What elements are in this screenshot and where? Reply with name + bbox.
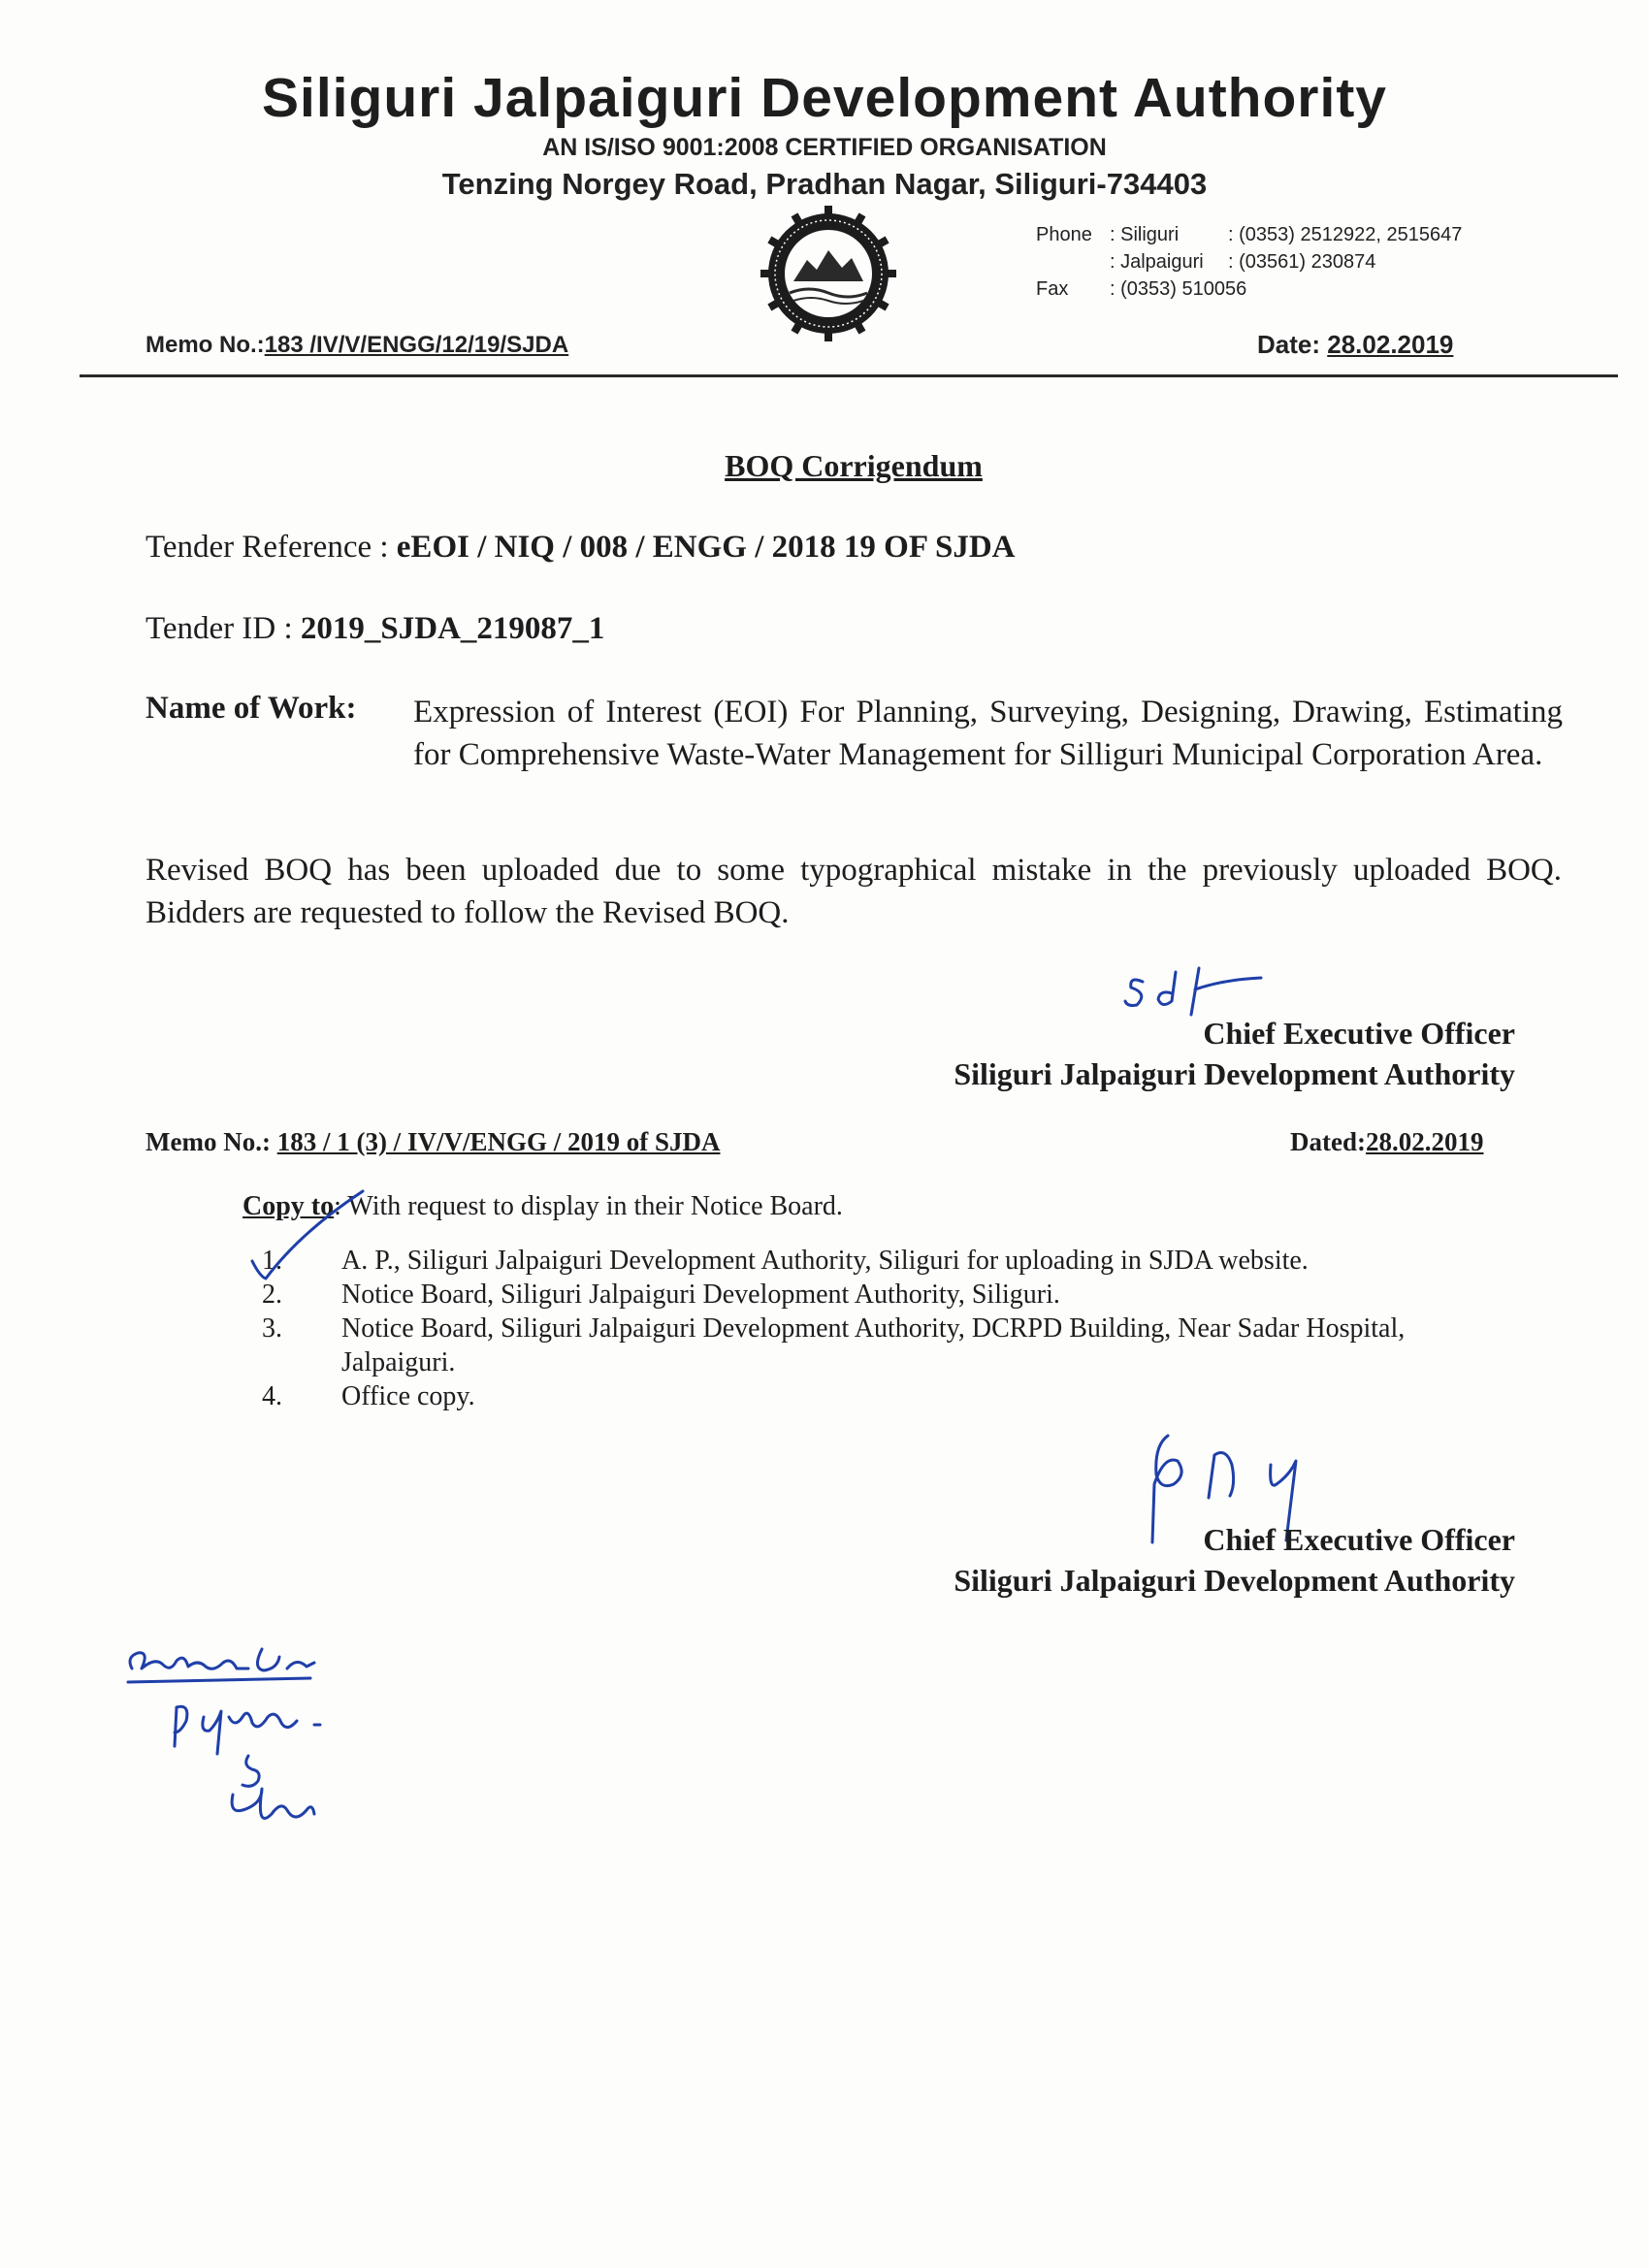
tender-id	[146, 611, 604, 647]
date-value: 28.02.2019	[1327, 330, 1454, 359]
copy-list	[262, 1244, 1523, 1413]
phone-location: : Siliguri	[1110, 224, 1180, 245]
phone-location: : Jalpaiguri	[1110, 251, 1204, 273]
address-line: Tenzing Norgey Road, Pradhan Nagar, Siliguri-734403	[441, 167, 1208, 201]
dated2-value: 28.02.2019	[1365, 1127, 1484, 1156]
memo-label: Memo No.:	[146, 332, 265, 358]
memo-number-2	[146, 1127, 720, 1157]
list-item-number: 1.	[262, 1246, 282, 1276]
tender-reference	[146, 530, 1016, 566]
memo2-value: 183 / 1 (3) / IV/V/ENGG / 2019 of SJDA	[276, 1127, 721, 1156]
fax-number: : (0353) 510056	[1110, 278, 1247, 300]
memo2-label: Memo No.:	[146, 1127, 271, 1156]
date-top	[1257, 330, 1453, 360]
notice-paragraph: Revised BOQ has been uploaded due to some typographical mistake in the previously uploaded BOQ. Bidders are requested to follow the Revised BOQ.	[146, 853, 1562, 930]
copy-to-intro: : With request to display in their Notice Board.	[334, 1191, 843, 1221]
phone-row-jalpaiguri	[1036, 248, 1462, 275]
memo-value: 183 /IV/V/ENGG/12/19/SJDA	[264, 332, 569, 358]
fax-label: Fax	[1036, 278, 1069, 300]
handwritten-sd-mark	[1116, 960, 1271, 1019]
list-item-text: Notice Board, Siliguri Jalpaiguri Development Authority, DCRPD Building, Near Sadar Hospital, Jalpaiguri.	[341, 1313, 1406, 1377]
list-item	[262, 1278, 1523, 1312]
phone-number: : (03561) 230874	[1228, 251, 1376, 273]
list-item-number: 4.	[262, 1381, 282, 1411]
memo-number-top	[146, 332, 568, 359]
signatory-org: Siliguri Jalpaiguri Development Authority	[954, 1056, 1515, 1091]
dated-2	[1290, 1127, 1483, 1157]
document-heading: BOQ Corrigendum	[725, 448, 983, 483]
dated2-label: Dated:	[1290, 1127, 1366, 1156]
list-item-number: 3.	[262, 1313, 282, 1344]
signatory-title: Chief Executive Officer	[1203, 1522, 1515, 1557]
date-label: Date:	[1257, 330, 1321, 359]
signature-block-2	[854, 1519, 1515, 1601]
phone-number: : (0353) 2512922, 2515647	[1228, 224, 1463, 245]
tender-id-label: Tender ID :	[146, 611, 293, 646]
name-of-work-text: Expression of Interest (EOI) For Planning, Surveying, Designing, Drawing, Estimating for Comprehensive Waste-Water Management for Silliguri Municipal Corporation Area.	[413, 695, 1563, 772]
name-of-work-label: Name of Work:	[146, 691, 357, 726]
org-name: Siliguri Jalpaiguri Development Authority	[261, 67, 1388, 129]
list-item-number: 2.	[262, 1280, 282, 1310]
list-item-text: Office copy.	[341, 1381, 475, 1411]
handwritten-tick-mark	[242, 1183, 369, 1290]
tender-ref-value: eEOI / NIQ / 008 / ENGG / 2018 19 OF SJDA	[396, 530, 1016, 565]
signatory-title: Chief Executive Officer	[1203, 1016, 1515, 1051]
signatory-org: Siliguri Jalpaiguri Development Authority	[954, 1563, 1515, 1598]
list-item	[262, 1312, 1523, 1379]
fax-row	[1036, 275, 1462, 303]
certification-line: AN IS/ISO 9001:2008 CERTIFIED ORGANISATION	[542, 134, 1107, 161]
list-item	[262, 1379, 1523, 1413]
header-divider	[80, 374, 1618, 377]
list-item-text: Notice Board, Siliguri Jalpaiguri Development Authority, Siliguri.	[341, 1280, 1060, 1310]
phone-label: Phone	[1036, 224, 1092, 245]
signature-block-1	[854, 1013, 1515, 1094]
sjda-seal-logo	[760, 206, 896, 341]
tender-ref-label: Tender Reference :	[146, 530, 389, 565]
copy-to-label: Copy to	[242, 1191, 335, 1221]
handwritten-marginal-note	[116, 1639, 388, 1863]
tender-id-value: 2019_SJDA_219087_1	[300, 611, 605, 646]
list-item-text: A. P., Siliguri Jalpaiguri Development Authority, Siliguri for uploading in SJDA website.	[341, 1246, 1309, 1276]
phone-row-siliguri	[1036, 221, 1462, 248]
contact-block	[1036, 221, 1462, 303]
list-item	[262, 1244, 1523, 1278]
